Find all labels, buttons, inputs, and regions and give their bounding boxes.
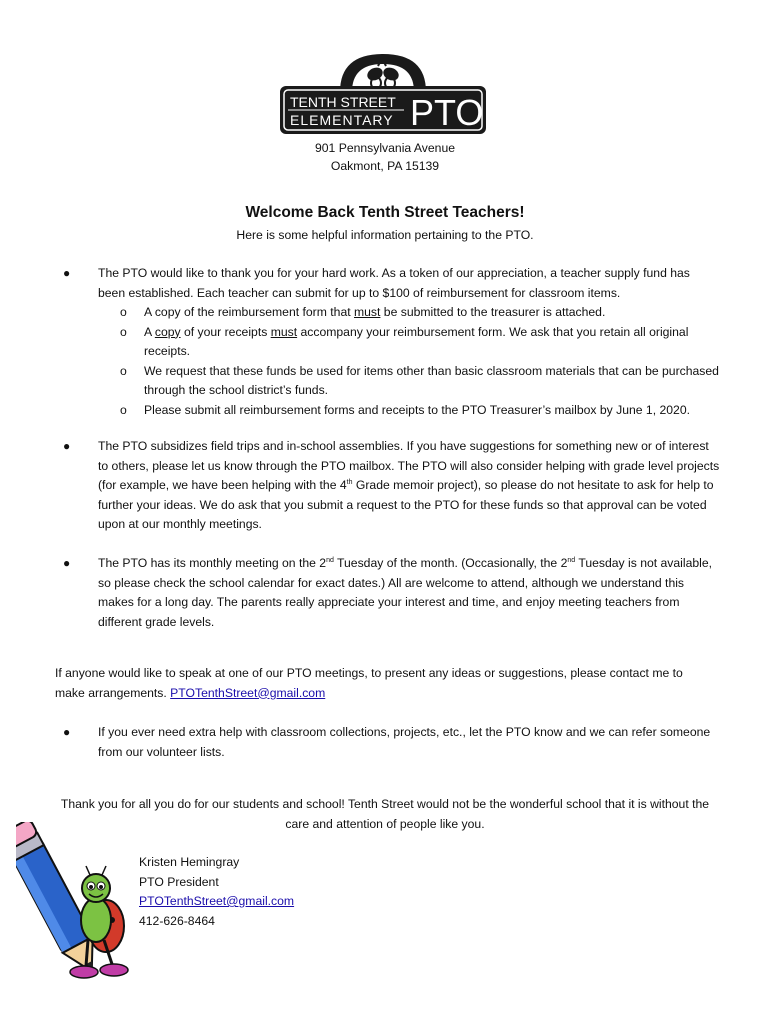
- ordinal-suffix: nd: [567, 556, 576, 564]
- sub-text: A copy of the reimbursement form that: [144, 305, 354, 319]
- signature-name: Kristen Hemingray: [139, 855, 240, 869]
- ordinal-suffix: nd: [326, 556, 334, 564]
- sub-text: We request that these funds be used for items other than basic classroom materials that can be purchased through the school district’s funds.: [144, 363, 719, 397]
- sub-item: [98, 401, 720, 421]
- sub-item: [98, 323, 720, 362]
- sub-bullet-icon: o: [120, 363, 127, 378]
- bullet-icon: ●: [63, 439, 71, 453]
- sub-text: be submitted to the treasurer is attached.: [380, 305, 606, 319]
- logo-text-pto: PTO: [410, 92, 484, 133]
- sub-text: A: [144, 324, 155, 339]
- bullet-supply-fund: [63, 264, 720, 420]
- thank-you-note: Thank you for all you do for our students and school! Tenth Street would not be the wonderful school that it is without the care and attention of people like you.: [60, 797, 710, 831]
- signature-role: PTO President: [139, 874, 219, 889]
- bullet-text: Grade memoir project), so please do not hesitate to ask for help to further your ideas. We do ask that you submit a request to the PTO for these funds so that approval can be voted upon at our monthly meetings.: [98, 478, 714, 531]
- bullet-text: The PTO subsidizes field trips and in-school assemblies. If you have suggestions for something new or of interest to others, please let us know through the PTO mailbox. The PTO will also consider helping with grade level projects (for example, we have been helping with the 4: [98, 439, 720, 492]
- school-address: [0, 139, 770, 175]
- pencil-bug-mascot: [16, 822, 131, 982]
- bullet-text: The PTO has its monthly meeting on the 2: [98, 556, 327, 570]
- page-title: Welcome Back Tenth Street Teachers!: [245, 204, 525, 221]
- sub-text: of your receipts: [180, 324, 271, 339]
- signature-email-link[interactable]: PTOTenthStreet@gmail.com: [139, 894, 295, 908]
- sub-text: accompany your reimbursement form. We ask that you retain all original receipts.: [144, 324, 689, 358]
- bullet-text: The PTO would like to thank you for your hard work. As a token of our appreciation, a teacher supply fund has been established. Each teacher can submit for up to $100 of reimbursement for classroom items.: [98, 266, 690, 300]
- bullet-icon: ●: [63, 556, 71, 570]
- intro-text: Here is some helpful information pertaining to the PTO.: [236, 228, 534, 242]
- address-line-1: 901 Pennsylvania Avenue: [314, 141, 456, 155]
- bullet-text: Tuesday of the month. (Occasionally, the 2: [333, 556, 568, 570]
- logo-text-line1: TENTH STREET: [290, 94, 396, 110]
- pto-logo: [278, 52, 488, 136]
- signature-phone: 412-626-8464: [139, 913, 215, 928]
- ordinal-suffix: th: [346, 478, 353, 486]
- emphasis-must: must: [354, 305, 381, 319]
- bullet-extra-help: [63, 723, 720, 762]
- contact-text: If anyone would like to speak at one of our PTO meetings, to present any ideas or suggestions, please contact me to make arrangements.: [55, 666, 683, 700]
- sub-item: [98, 362, 720, 401]
- logo-text-line2: ELEMENTARY: [290, 112, 394, 128]
- sub-bullet-icon: o: [120, 402, 127, 417]
- bullet-field-trips: [63, 437, 720, 535]
- contact-paragraph: [55, 664, 715, 703]
- sub-bullet-icon: o: [120, 305, 127, 319]
- bullet-monthly-meeting: [63, 554, 720, 632]
- bullet-text: Tuesday is not available, so please check the school calendar for exact dates.) All are welcome to attend, although we understand this makes for a long day. The parents really appreciate your interest and time, and enjoy meeting teachers from different grade levels.: [98, 556, 713, 629]
- bullet-icon: ●: [63, 266, 71, 280]
- bullet-text: If you ever need extra help with classroom collections, projects, etc., let the PTO know and we can refer someone from our volunteer lists.: [98, 725, 711, 759]
- signature-block: [139, 853, 294, 931]
- address-line-2: Oakmont, PA 15139: [330, 159, 440, 173]
- sub-text: Please submit all reimbursement forms and receipts to the PTO Treasurer’s mailbox by June 1, 2020.: [144, 402, 690, 417]
- bullet-icon: ●: [63, 725, 71, 739]
- emphasis-copy: copy: [154, 324, 181, 339]
- sub-bullet-icon: o: [120, 324, 127, 339]
- sub-item: [98, 303, 720, 323]
- contact-email-link[interactable]: PTOTenthStreet@gmail.com: [170, 685, 326, 700]
- emphasis-must: must: [270, 324, 298, 339]
